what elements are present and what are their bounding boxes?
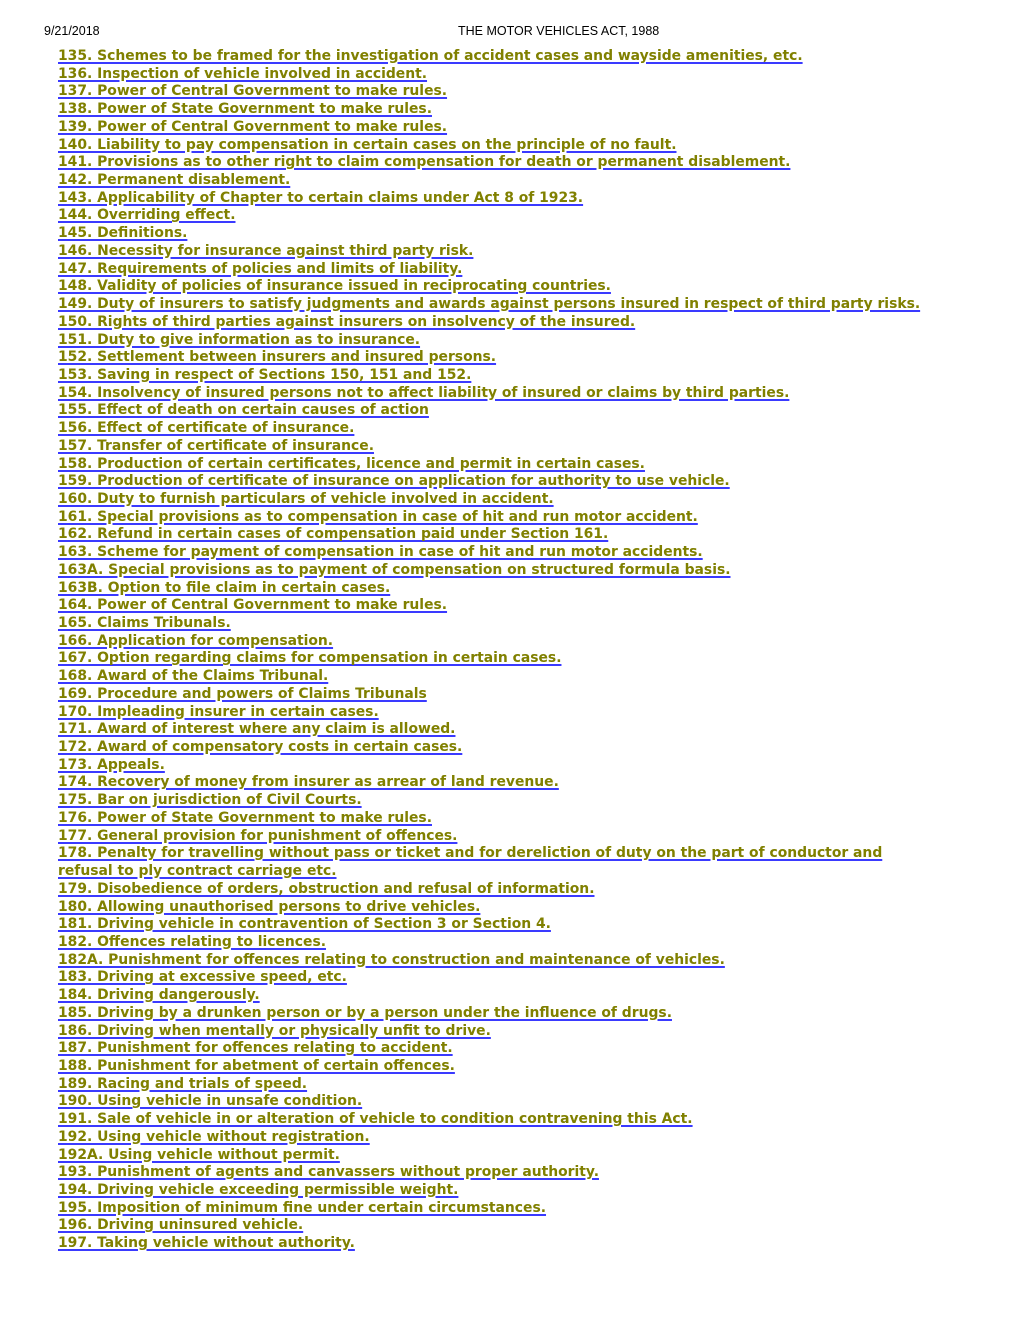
section-link[interactable]: 167. Option regarding claims for compensation in certain cases. xyxy=(58,650,562,667)
section-link[interactable]: 195. Imposition of minimum fine under certain circumstances. xyxy=(58,1199,547,1216)
section-list-item xyxy=(58,332,930,350)
section-link[interactable]: 182. Offences relating to licences. xyxy=(58,933,326,950)
section-link[interactable]: 146. Necessity for insurance against third party risk. xyxy=(58,242,474,259)
section-link[interactable]: 191. Sale of vehicle in or alteration of vehicle to condition contravening this Act. xyxy=(58,1111,693,1128)
section-list-item xyxy=(58,137,930,155)
section-link[interactable]: 193. Punishment of agents and canvassers without proper authority. xyxy=(58,1164,599,1181)
section-link[interactable]: 187. Punishment for offences relating to accident. xyxy=(58,1040,453,1057)
section-list-item xyxy=(58,261,930,279)
section-link[interactable]: 184. Driving dangerously. xyxy=(58,987,260,1004)
section-list-item xyxy=(58,916,930,934)
section-list-item xyxy=(58,1217,930,1235)
section-list-item xyxy=(58,83,930,101)
section-list-item xyxy=(58,296,930,314)
section-list-item xyxy=(58,1147,930,1165)
section-list-item xyxy=(58,1235,930,1253)
section-list-item xyxy=(58,190,930,208)
section-link[interactable]: 185. Driving by a drunken person or by a person under the influence of drugs. xyxy=(58,1004,672,1021)
section-link[interactable]: 163A. Special provisions as to payment of compensation on structured formula basis. xyxy=(58,561,731,578)
section-link[interactable]: 152. Settlement between insurers and insured persons. xyxy=(58,349,497,366)
section-list-item xyxy=(58,650,930,668)
section-link[interactable]: 180. Allowing unauthorised persons to drive vehicles. xyxy=(58,898,481,915)
section-link[interactable]: 170. Impleading insurer in certain cases. xyxy=(58,703,379,720)
section-link[interactable]: 158. Production of certain certificates, licence and permit in certain cases. xyxy=(58,455,645,472)
section-list-item xyxy=(58,704,930,722)
section-list-item xyxy=(58,562,930,580)
section-link[interactable]: 156. Effect of certificate of insurance. xyxy=(58,420,355,437)
section-list-item xyxy=(58,1058,930,1076)
section-list-item xyxy=(58,1076,930,1094)
section-link[interactable]: 153. Saving in respect of Sections 150, 151 and 152. xyxy=(58,366,472,383)
section-list-item xyxy=(58,597,930,615)
section-link[interactable]: 163. Scheme for payment of compensation in case of hit and run motor accidents. xyxy=(58,544,703,561)
section-link[interactable]: 144. Overriding effect. xyxy=(58,207,236,224)
section-list-item xyxy=(58,278,930,296)
section-link[interactable]: 196. Driving uninsured vehicle. xyxy=(58,1217,304,1234)
section-list-item xyxy=(58,792,930,810)
section-list-item xyxy=(58,1200,930,1218)
section-link[interactable]: 147. Requirements of policies and limits of liability. xyxy=(58,260,463,277)
section-list xyxy=(58,48,930,1253)
section-list-item xyxy=(58,899,930,917)
section-link[interactable]: 150. Rights of third parties against insurers on insolvency of the insured. xyxy=(58,313,636,330)
section-link[interactable]: 174. Recovery of money from insurer as arrear of land revenue. xyxy=(58,774,559,791)
section-link[interactable]: 181. Driving vehicle in contravention of Section 3 or Section 4. xyxy=(58,916,551,933)
section-list-item xyxy=(58,1023,930,1041)
section-list-item xyxy=(58,154,930,172)
section-list-item xyxy=(58,1164,930,1182)
section-list-item xyxy=(58,1005,930,1023)
section-list-item xyxy=(58,668,930,686)
section-link[interactable]: 136. Inspection of vehicle involved in accident. xyxy=(58,65,428,82)
section-list-item xyxy=(58,1111,930,1129)
section-list-item xyxy=(58,119,930,137)
section-link[interactable]: 178. Penalty for travelling without pass or ticket and for dereliction of duty on the part of conductor and refusal to ply contract carriage etc. xyxy=(58,845,883,880)
section-list-item xyxy=(58,739,930,757)
section-list-item xyxy=(58,66,930,84)
section-link[interactable]: 175. Bar on jurisdiction of Civil Courts. xyxy=(58,792,362,809)
section-list-item xyxy=(58,172,930,190)
section-link[interactable]: 159. Production of certificate of insurance on application for authority to use vehicle. xyxy=(58,473,730,490)
section-link[interactable]: 141. Provisions as to other right to claim compensation for death or permanent disablement. xyxy=(58,154,791,171)
section-list-item xyxy=(58,774,930,792)
section-link[interactable]: 189. Racing and trials of speed. xyxy=(58,1075,308,1092)
section-list-item xyxy=(58,633,930,651)
section-link[interactable]: 192A. Using vehicle without permit. xyxy=(58,1146,340,1163)
section-link[interactable]: 194. Driving vehicle exceeding permissible weight. xyxy=(58,1182,459,1198)
section-link[interactable]: 155. Effect of death on certain causes of action xyxy=(58,402,429,419)
section-link[interactable]: 161. Special provisions as to compensation in case of hit and run motor accident. xyxy=(58,508,698,525)
section-link[interactable]: 183. Driving at excessive speed, etc. xyxy=(58,969,347,986)
section-link[interactable]: 182A. Punishment for offences relating to construction and maintenance of vehicles. xyxy=(58,951,725,968)
section-list-item xyxy=(58,1093,930,1111)
section-list-item xyxy=(58,225,930,243)
section-link[interactable]: 148. Validity of policies of insurance issued in reciprocating countries. xyxy=(58,278,611,295)
section-list-item xyxy=(58,544,930,562)
section-list-item xyxy=(58,420,930,438)
section-list-item xyxy=(58,969,930,987)
section-list-item xyxy=(58,473,930,491)
section-link[interactable]: 168. Award of the Claims Tribunal. xyxy=(58,668,329,685)
section-link[interactable]: 154. Insolvency of insured persons not to affect liability of insured or claims by third parties. xyxy=(58,384,790,401)
section-link[interactable]: 157. Transfer of certificate of insurance. xyxy=(58,437,374,454)
section-list-item xyxy=(58,402,930,420)
section-link[interactable]: 165. Claims Tribunals. xyxy=(58,615,231,631)
section-list-item xyxy=(58,509,930,527)
section-list-item xyxy=(58,48,930,66)
section-list-item xyxy=(58,934,930,952)
section-list-item xyxy=(58,526,930,544)
section-list-item xyxy=(58,615,930,633)
section-link[interactable]: 145. Definitions. xyxy=(58,225,188,242)
section-link[interactable]: 169. Procedure and powers of Claims Tribunals xyxy=(58,685,427,702)
section-link[interactable]: 176. Power of State Government to make rules. xyxy=(58,809,432,826)
section-list-item xyxy=(58,580,930,598)
section-link[interactable]: 142. Permanent disablement. xyxy=(58,172,291,189)
section-link[interactable]: 135. Schemes to be framed for the investigation of accident cases and wayside amenities, etc. xyxy=(58,48,803,64)
section-link[interactable]: 164. Power of Central Government to make rules. xyxy=(58,597,448,614)
section-list-item xyxy=(58,367,930,385)
section-link[interactable]: 186. Driving when mentally or physically unfit to drive. xyxy=(58,1022,491,1039)
section-link[interactable]: 188. Punishment for abetment of certain offences. xyxy=(58,1057,455,1074)
section-list-item xyxy=(58,349,930,367)
section-link[interactable]: 177. General provision for punishment of offences. xyxy=(58,827,458,844)
document-title: THE MOTOR VEHICLES ACT, 1988 xyxy=(458,24,660,38)
section-link[interactable]: 172. Award of compensatory costs in certain cases. xyxy=(58,739,463,756)
section-list-item xyxy=(58,810,930,828)
section-link[interactable]: 149. Duty of insurers to satisfy judgments and awards against persons insured in respect of third party risks. xyxy=(58,296,921,313)
section-link[interactable]: 197. Taking vehicle without authority. xyxy=(58,1235,355,1252)
section-link[interactable]: 143. Applicability of Chapter to certain claims under Act 8 of 1923. xyxy=(58,189,584,206)
section-list-item xyxy=(58,952,930,970)
section-list-item xyxy=(58,881,930,899)
section-list-item xyxy=(58,845,930,880)
section-list-item xyxy=(58,101,930,119)
section-list-item xyxy=(58,456,930,474)
section-link[interactable]: 139. Power of Central Government to make rules. xyxy=(58,118,448,135)
section-link[interactable]: 151. Duty to give information as to insurance. xyxy=(58,331,421,348)
section-list-item xyxy=(58,828,930,846)
section-link[interactable]: 163B. Option to file claim in certain cases. xyxy=(58,579,391,596)
section-link[interactable]: 190. Using vehicle in unsafe condition. xyxy=(58,1093,363,1110)
section-list-item xyxy=(58,243,930,261)
section-link[interactable]: 179. Disobedience of orders, obstruction and refusal of information. xyxy=(58,880,595,897)
section-link[interactable]: 166. Application for compensation. xyxy=(58,632,334,649)
print-date: 9/21/2018 xyxy=(44,24,100,38)
section-link[interactable]: 140. Liability to pay compensation in certain cases on the principle of no fault. xyxy=(58,136,677,153)
section-link[interactable]: 137. Power of Central Government to make rules. xyxy=(58,83,448,100)
section-list-item xyxy=(58,207,930,225)
section-list-item xyxy=(58,757,930,775)
section-list-item xyxy=(58,385,930,403)
section-link[interactable]: 171. Award of interest where any claim is allowed. xyxy=(58,721,456,738)
section-list-item xyxy=(58,438,930,456)
section-link[interactable]: 160. Duty to furnish particulars of vehicle involved in accident. xyxy=(58,490,554,507)
section-list-item xyxy=(58,314,930,332)
section-link[interactable]: 138. Power of State Government to make rules. xyxy=(58,101,432,118)
section-link[interactable]: 162. Refund in certain cases of compensation paid under Section 161. xyxy=(58,526,609,543)
section-list-item xyxy=(58,686,930,704)
section-list-item xyxy=(58,1040,930,1058)
section-link[interactable]: 173. Appeals. xyxy=(58,756,165,773)
section-list-item xyxy=(58,1129,930,1147)
section-list-item xyxy=(58,491,930,509)
section-link[interactable]: 192. Using vehicle without registration. xyxy=(58,1128,370,1145)
section-list-item xyxy=(58,721,930,739)
section-list-item xyxy=(58,987,930,1005)
section-list-item xyxy=(58,1182,930,1200)
